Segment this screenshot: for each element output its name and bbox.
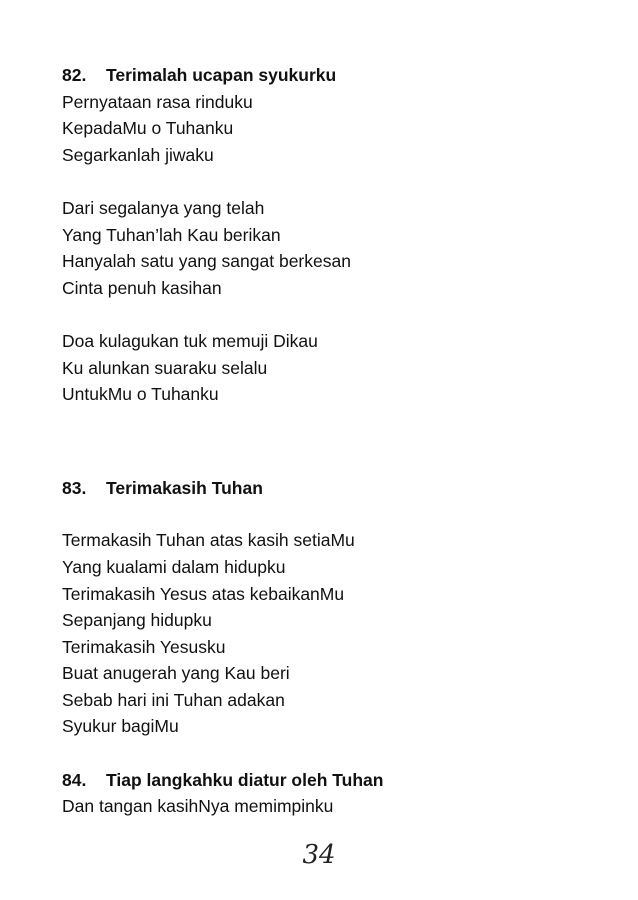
song-page <box>62 62 582 820</box>
lyric-line: Ku alunkan suaraku selalu <box>62 357 268 378</box>
lyric-line: UntukMu o Tuhanku <box>62 384 219 405</box>
song-title-text: Terimalah ucapan syukurku <box>106 65 337 85</box>
lyric-line: Sebab hari ini Tuhan adakan <box>62 689 285 710</box>
lyric-line: Terimakasih Yesus atas kebaikanMu <box>62 583 345 604</box>
song-title-text: Terimakasih Tuhan <box>106 477 263 498</box>
song-number: 83. <box>62 477 87 498</box>
lyric-line: Buat anugerah yang Kau beri <box>62 663 290 684</box>
lyric-line: Sepanjang hidupku <box>62 610 212 631</box>
song-number: 84. <box>62 769 87 790</box>
page-number: 34 <box>302 840 336 870</box>
lyric-line: Yang Tuhan’lah Kau berikan <box>62 224 281 245</box>
lyric-line: Dari segalanya yang telah <box>62 197 265 218</box>
lyric-line: Yang kualami dalam hidupku <box>62 556 286 577</box>
song-title-text: Tiap langkahku diatur oleh Tuhan <box>106 769 384 790</box>
song-number: 82. <box>62 65 87 85</box>
lyric-line: Segarkanlah jiwaku <box>62 144 214 165</box>
lyric-line: Hanyalah satu yang sangat berkesan <box>62 251 351 272</box>
lyric-line: Cinta penuh kasihan <box>62 277 222 298</box>
lyric-line: Syukur bagiMu <box>62 716 179 737</box>
lyric-line: Terimakasih Yesusku <box>62 636 226 657</box>
lyric-line: Pernyataan rasa rinduku <box>62 91 253 112</box>
lyric-line: Dan tangan kasihNya memimpinku <box>62 796 334 817</box>
lyric-line: KepadaMu o Tuhanku <box>62 118 234 139</box>
song-title-84 <box>62 767 582 794</box>
song-title-83 <box>62 475 582 502</box>
lyric-line: Termakasih Tuhan atas kasih setiaMu <box>62 530 355 551</box>
lyric-line: Doa kulagukan tuk memuji Dikau <box>62 330 318 351</box>
song-title-82 <box>62 62 582 89</box>
